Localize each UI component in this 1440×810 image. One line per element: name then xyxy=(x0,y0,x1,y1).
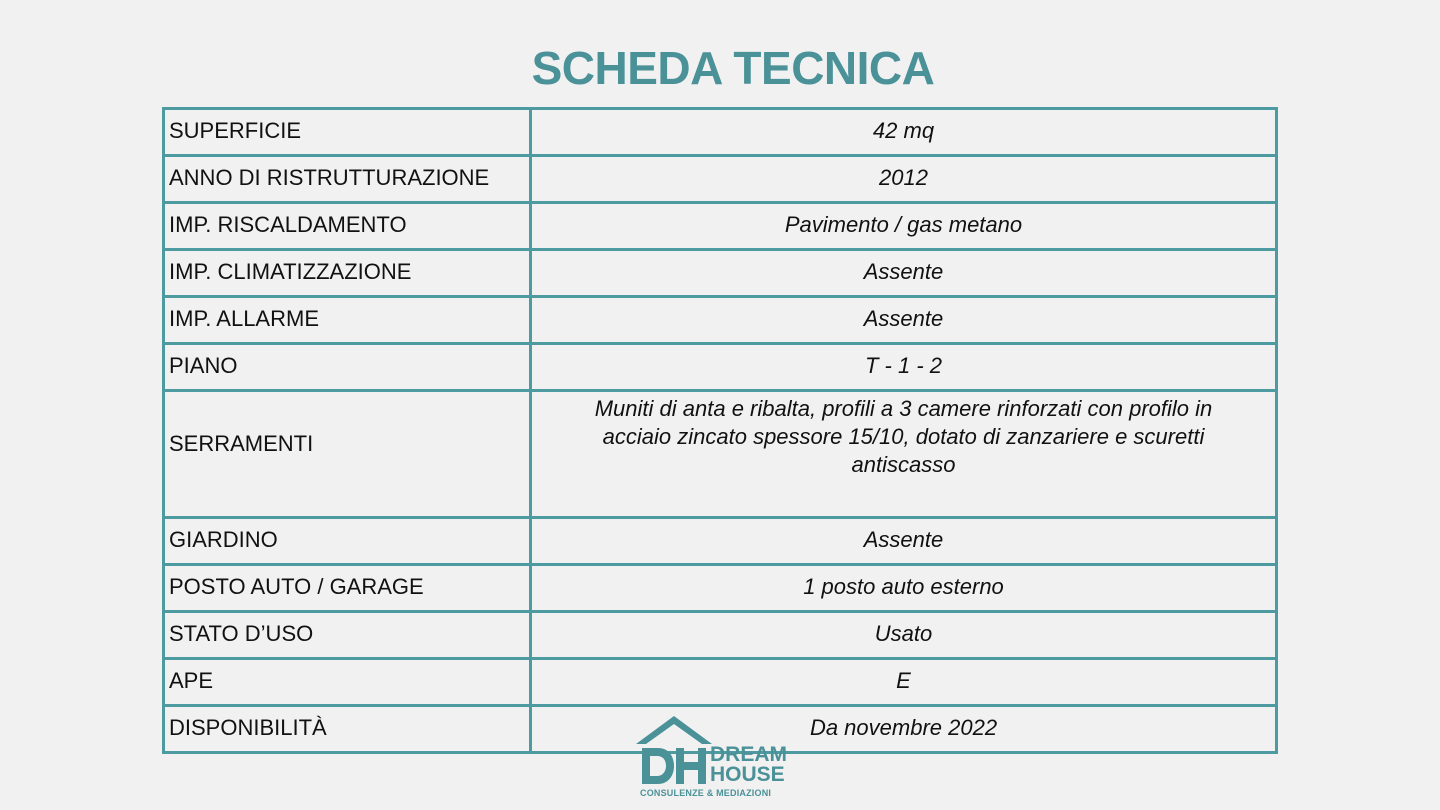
table-row xyxy=(164,659,1277,706)
table-row xyxy=(164,109,1277,156)
row-value: T - 1 - 2 xyxy=(531,344,1277,391)
row-value: Da novembre 2022 xyxy=(531,706,1277,753)
row-label: PIANO xyxy=(164,344,531,391)
row-label: GIARDINO xyxy=(164,518,531,565)
row-value: 2012 xyxy=(531,156,1277,203)
row-label: DISPONIBILITÀ xyxy=(164,706,531,753)
table-row xyxy=(164,297,1277,344)
table-row xyxy=(164,156,1277,203)
table-row xyxy=(164,203,1277,250)
row-label: APE xyxy=(164,659,531,706)
row-label: STATO D’USO xyxy=(164,612,531,659)
row-label: IMP. CLIMATIZZAZIONE xyxy=(164,250,531,297)
house-icon xyxy=(636,714,716,786)
row-value: 1 posto auto esterno xyxy=(531,565,1277,612)
row-label: SUPERFICIE xyxy=(164,109,531,156)
table-row xyxy=(164,391,1277,518)
row-label: ANNO DI RISTRUTTURAZIONE xyxy=(164,156,531,203)
row-label: IMP. ALLARME xyxy=(164,297,531,344)
spec-table xyxy=(162,107,1278,754)
row-value: Assente xyxy=(531,250,1277,297)
row-value: Assente xyxy=(531,518,1277,565)
row-label: IMP. RISCALDAMENTO xyxy=(164,203,531,250)
row-value: E xyxy=(531,659,1277,706)
row-value: Pavimento / gas metano xyxy=(531,203,1277,250)
table-row xyxy=(164,565,1277,612)
row-label: POSTO AUTO / GARAGE xyxy=(164,565,531,612)
row-value: Muniti di anta e ribalta, profili a 3 camere rinforzati con profilo in acciaio zincato spessore 15/10, dotato di zanzariere e scuretti antiscasso xyxy=(531,391,1277,518)
table-row xyxy=(164,250,1277,297)
logo-tagline: CONSULENZE & MEDIAZIONI xyxy=(640,788,772,798)
logo-text-line1: DREAM xyxy=(710,743,787,766)
row-value: 42 mq xyxy=(531,109,1277,156)
row-value: Usato xyxy=(531,612,1277,659)
table-row xyxy=(164,612,1277,659)
page-title: SCHEDA TECNICA xyxy=(531,42,935,94)
row-value: Assente xyxy=(531,297,1277,344)
table-row xyxy=(164,344,1277,391)
dream-house-logo xyxy=(636,714,806,800)
table-row xyxy=(164,518,1277,565)
logo-text-line2: HOUSE xyxy=(710,763,785,786)
row-label: SERRAMENTI xyxy=(164,391,531,518)
